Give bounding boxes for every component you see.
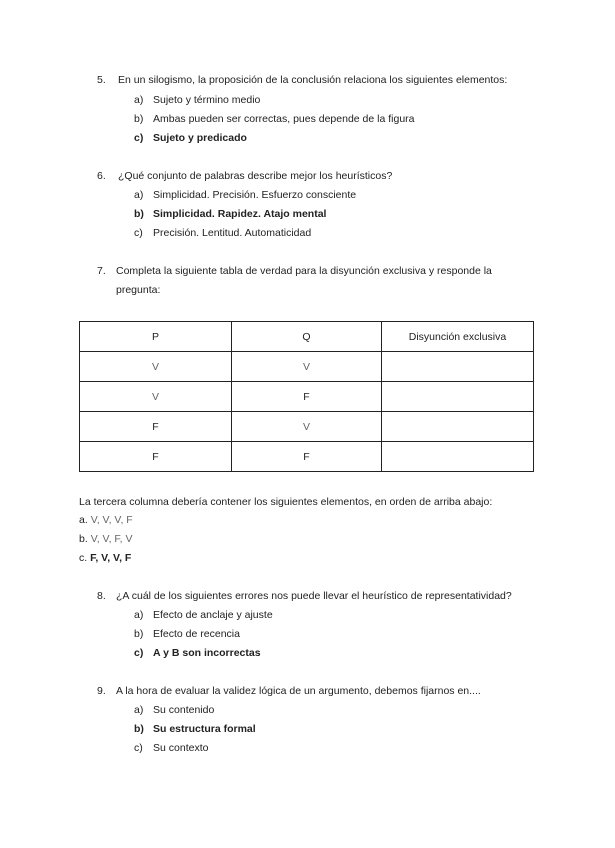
table-cell: V — [232, 352, 382, 382]
header-p: P — [80, 322, 232, 352]
answer-c-correct — [79, 552, 131, 564]
option-text: A y B son incorrectas — [153, 647, 261, 659]
question-text: A la hora de evaluar la validez lógica de un argumento, debemos fijarnos en.... — [116, 685, 481, 697]
table-cell: V — [80, 382, 232, 412]
option-c-correct — [134, 647, 261, 659]
question-number: 7. — [97, 265, 106, 277]
option-text: Su estructura formal — [153, 723, 256, 735]
answer-text: V, V, V, F — [90, 514, 133, 526]
table-cell-empty[interactable] — [382, 382, 534, 412]
option-letter: a) — [134, 704, 144, 716]
option-text: Ambas pueden ser correctas, pues depende de la figura — [153, 113, 415, 125]
option-text: Simplicidad. Precisión. Esfuerzo consciente — [153, 189, 357, 201]
answer-a — [79, 514, 133, 526]
table-row — [80, 412, 534, 442]
question-number: 8. — [97, 590, 106, 602]
table-cell-empty[interactable] — [382, 352, 534, 382]
question-text: En un silogismo, la proposición de la conclusión relaciona los siguientes elementos: — [118, 74, 508, 86]
option-a — [134, 609, 273, 621]
answer-text: F, V, V, F — [90, 552, 132, 564]
option-b-correct — [134, 208, 326, 220]
table-cell-empty[interactable] — [382, 412, 534, 442]
table-cell: F — [232, 382, 382, 412]
option-letter: c) — [134, 647, 144, 659]
table-cell: V — [80, 352, 232, 382]
truth-table — [79, 321, 534, 472]
option-letter: c) — [134, 742, 143, 754]
header-q: Q — [232, 322, 382, 352]
option-letter: a) — [134, 94, 144, 106]
option-c-correct — [134, 132, 247, 144]
option-letter: c) — [134, 132, 144, 144]
table-row — [80, 442, 534, 472]
table-cell-empty[interactable] — [382, 442, 534, 472]
option-letter: a) — [134, 189, 144, 201]
option-letter: a) — [134, 609, 144, 621]
option-b — [134, 113, 415, 125]
question-number: 9. — [97, 685, 106, 697]
option-text: Sujeto y predicado — [153, 132, 247, 144]
question-text: ¿Qué conjunto de palabras describe mejor los heurísticos? — [118, 170, 393, 182]
option-text: Su contexto — [153, 742, 209, 754]
option-c — [134, 742, 208, 754]
option-a — [134, 704, 214, 716]
option-a — [134, 94, 260, 106]
table-cell: F — [80, 412, 232, 442]
follow-up-text: La tercera columna debería contener los siguientes elementos, en orden de arriba abajo: — [79, 496, 493, 508]
answer-letter: a. — [79, 514, 88, 526]
option-letter: c) — [134, 227, 143, 239]
option-text: Simplicidad. Rapidez. Atajo mental — [153, 208, 327, 220]
answer-text: V, V, F, V — [90, 533, 133, 545]
question-text-line2: pregunta: — [116, 284, 161, 296]
question-number: 5. — [97, 74, 106, 86]
table-cell: V — [232, 412, 382, 442]
answer-letter: b. — [79, 533, 88, 545]
option-text: Efecto de anclaje y ajuste — [153, 609, 273, 621]
table-header-row — [80, 322, 534, 352]
header-disyuncion: Disyunción exclusiva — [382, 322, 534, 352]
option-letter: b) — [134, 723, 144, 735]
question-number: 6. — [97, 170, 106, 182]
option-letter: b) — [134, 113, 144, 125]
option-text: Su contenido — [153, 704, 215, 716]
option-c — [134, 227, 311, 239]
option-a — [134, 189, 356, 201]
question-text-line1: Completa la siguiente tabla de verdad para la disyunción exclusiva y responde la — [116, 265, 492, 277]
answer-b — [79, 533, 133, 545]
option-b — [134, 628, 240, 640]
question-text: ¿A cuál de los siguientes errores nos puede llevar el heurístico de representatividad? — [116, 590, 512, 602]
option-text: Precisión. Lentitud. Automaticidad — [153, 227, 312, 239]
option-b-correct — [134, 723, 256, 735]
table-row — [80, 352, 534, 382]
table-row — [80, 382, 534, 412]
table-cell: F — [232, 442, 382, 472]
option-text: Efecto de recencia — [153, 628, 240, 640]
answer-letter: c. — [79, 552, 88, 564]
table-cell: F — [80, 442, 232, 472]
option-text: Sujeto y término medio — [153, 94, 261, 106]
option-letter: b) — [134, 628, 144, 640]
option-letter: b) — [134, 208, 144, 220]
